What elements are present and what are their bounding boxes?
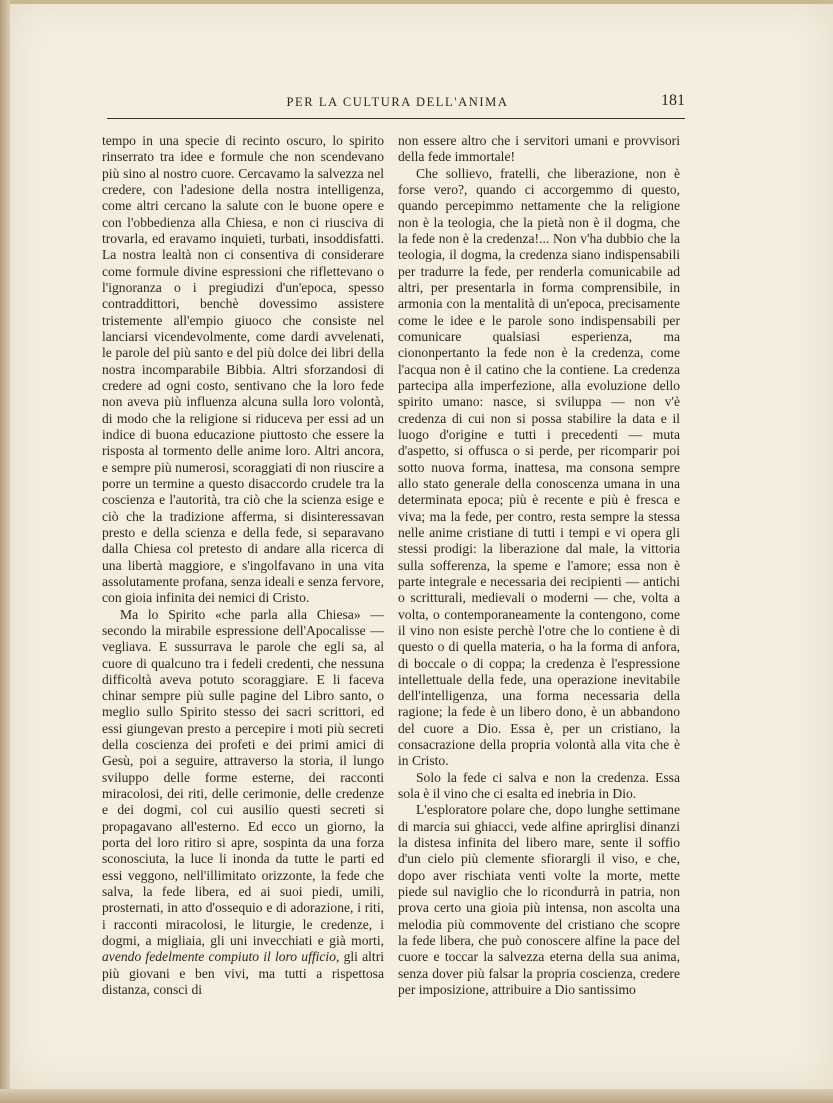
- paragraph: L'esploratore polare che, dopo lunghe settimane di marcia sui ghiacci, vede alfine aprirglisi dinanzi la distesa infinita del libero mare, sente il soffio d'un cielo più clemente sfiorargli il viso, e che, dopo aver rischiata venti volte la morte, mette piede sul naviglio che lo ricondurrà in patria, non prova certo una gioia più intensa, non ascolta una melodia più commovente del cristiano che scopre la fede libera, che può conoscere alfine la pace del cuore e toccar la salvezza eterna della sua anima, senza dover più falsar la propria coscienza, credere per imposizione, attribuire a Dio santissimo: [398, 802, 680, 998]
- paragraph: non essere altro che i servitori umani e provvisori della fede immortale!: [398, 133, 680, 165]
- left-column: [102, 133, 384, 998]
- paragraph-text: Ma lo Spirito «che parla alla Chiesa» — secondo la mirabile espressione dell'Apocalisse — vegliava. E sussurrava le parole che egli sa, al cuore di qualcuno tra i fedeli credenti, che nessuna difficoltà aveva potuto scoraggiare. E li faceva chinar sempre più sulle pagine del Libro santo, o meglio sullo Spirito stesso dei sacri scrittori, ed essi giungevan presto a percepire i moti più secreti della coscienza dei profeti e dei primi amici di Gesù, poi a seguire, attraverso la storia, il lungo sviluppo delle forme esterne, dei racconti miracolosi, dei riti, delle cerimonie, delle credenze e dei dogmi, col cui ausilio questi secreti si propagavano all'esterno. Ed ecco un giorno, la porta del loro ritiro si apre, sospinta da una forza sconosciuta, la luce li inonda da tutte le parti ed essi veggono, nell'illimitato orizzonte, la fede che salva, la fede libera, ed ai suoi piedi, umili, prosternati, in atto d'ossequio e di adorazione, i riti, i racconti miracolosi, le liturgie, le credenze, i dogmi, a migliaia, gli uni invecchiati e già morti,: [102, 606, 384, 949]
- italic-phrase: avendo fedelmente compiuto il loro ufficio: [102, 949, 337, 965]
- page-top-edge: [10, 0, 833, 4]
- running-head: [110, 92, 685, 114]
- running-title: PER LA CULTURA DELL'ANIMA: [286, 95, 509, 109]
- paragraph-text: , gli altri più giovani e ben vivi, ma tutti a rispettosa distanza, consci di: [102, 949, 384, 998]
- page-number: 181: [661, 92, 685, 109]
- paragraph: Che sollievo, fratelli, che liberazione, non è forse vero?, quando ci accorgemmo di questo, quando percepimmo nettamente che la religione non è la teologia, che la pietà non è il dogma, che la fede non è la credenza!... Non v'ha dubbio che la teologia, il dogma, la credenza siano indispensabili per tradurre la fede, per renderla comunicabile ad altri, per presentarla in forma comprensibile, in armonia con la mentalità di un'epoca, precisamente come le idee e le parole sono indispensabili per comunicare qualsiasi esperienza, ma ciononpertanto la fede non è la credenza, come l'acqua non è il catino che la contiene. La credenza partecipa alla imperfezione, alla evoluzione dello spirito umano: nasce, si sviluppa — non v'è credenza di cui non si possa stabilire la data e il luogo d'origine e tutti i precedenti — muta d'aspetto, si offusca o si perde, per ricomparir poi sotto nuova forma, inattesa, ma consona sempre allo stato generale della conoscenza umana in una determinata epoca; più è recente e più è fresca e viva; ma la fede, per contro, resta sempre la stessa nelle anime cristiane di tutti i tempi e vi opera gli stessi prodigi: la liberazione dal male, la vittoria sulla sofferenza, la speme e l'amore; essa non è parte integrale e necessaria dei recipienti — antichi o scritturali, medievali o moderni — che, volta a volta, o contemporaneamente la contengono, come il vino non esiste perchè l'otre che lo contiene è di questo o di quella materia, o ha la forma di anfora, di boccale o di coppa; la credenza è l'espressione intellettuale della fede, una operazione inevitabile dell'intelligenza, una forma necessaria della ragione; la fede è un libero dono, è un abbandono del cuore a Dio. Essa è, per un cristiano, la consacrazione della propria volontà alla vita che è in Cristo.: [398, 165, 680, 769]
- paragraph: tempo in una specie di recinto oscuro, lo spirito rinserrato tra idee e formule che non scendevano più sino al nostro cuore. Cercavamo la salvezza nel credere, con l'adesione della nostra intelligenza, come altri cercano la salute con le buone opere e con l'obbedienza alla Chiesa, e non ci riusciva di trovarla, ed eravamo inquieti, turbati, insoddisfatti. La nostra lealtà non ci consentiva di considerare come formule divine espressioni che riflettevano o l'ignoranza o i pregiudizi d'un'epoca, spesso contraddittori, benchè dovessimo assistere tristemente all'empio giuoco che consiste nel lanciarsi vicendevolmente, come dardi avvelenati, le parole del più santo e del più dolce dei libri della nostra incomparabile Bibbia. Altri sforzandosi di credere ad ogni costo, sentivano che la loro fede non aveva più influenza alcuna sulla loro volontà, di modo che la religione si riduceva per essi ad un indice di buona educazione piuttosto che essere la risposta al tormento delle anime loro. Altri ancora, e sempre più numerosi, scoraggiati di non riuscire a porre un termine a questo disaccordo crudele tra la coscienza e l'autorità, tra ciò che la scienza esige e ciò che la tradizione afferma, si disinteressavan presto e della scienza e della fede, si separavano dalla Chiesa col pretesto di andare alla ricerca di una libertà maggiore, e s'ingolfavano in una vita assolutamente profana, senza ideali e senza fervore, con gioia infinita dei nemici di Cristo.: [102, 133, 384, 606]
- right-column: [398, 133, 680, 998]
- paragraph: Solo la fede ci salva e non la credenza. Essa sola è il vino che ci esalta ed inebria in Dio.: [398, 769, 680, 802]
- paragraph: [102, 607, 384, 999]
- page-bottom-edge: [0, 1089, 833, 1103]
- header-rule: [107, 118, 685, 119]
